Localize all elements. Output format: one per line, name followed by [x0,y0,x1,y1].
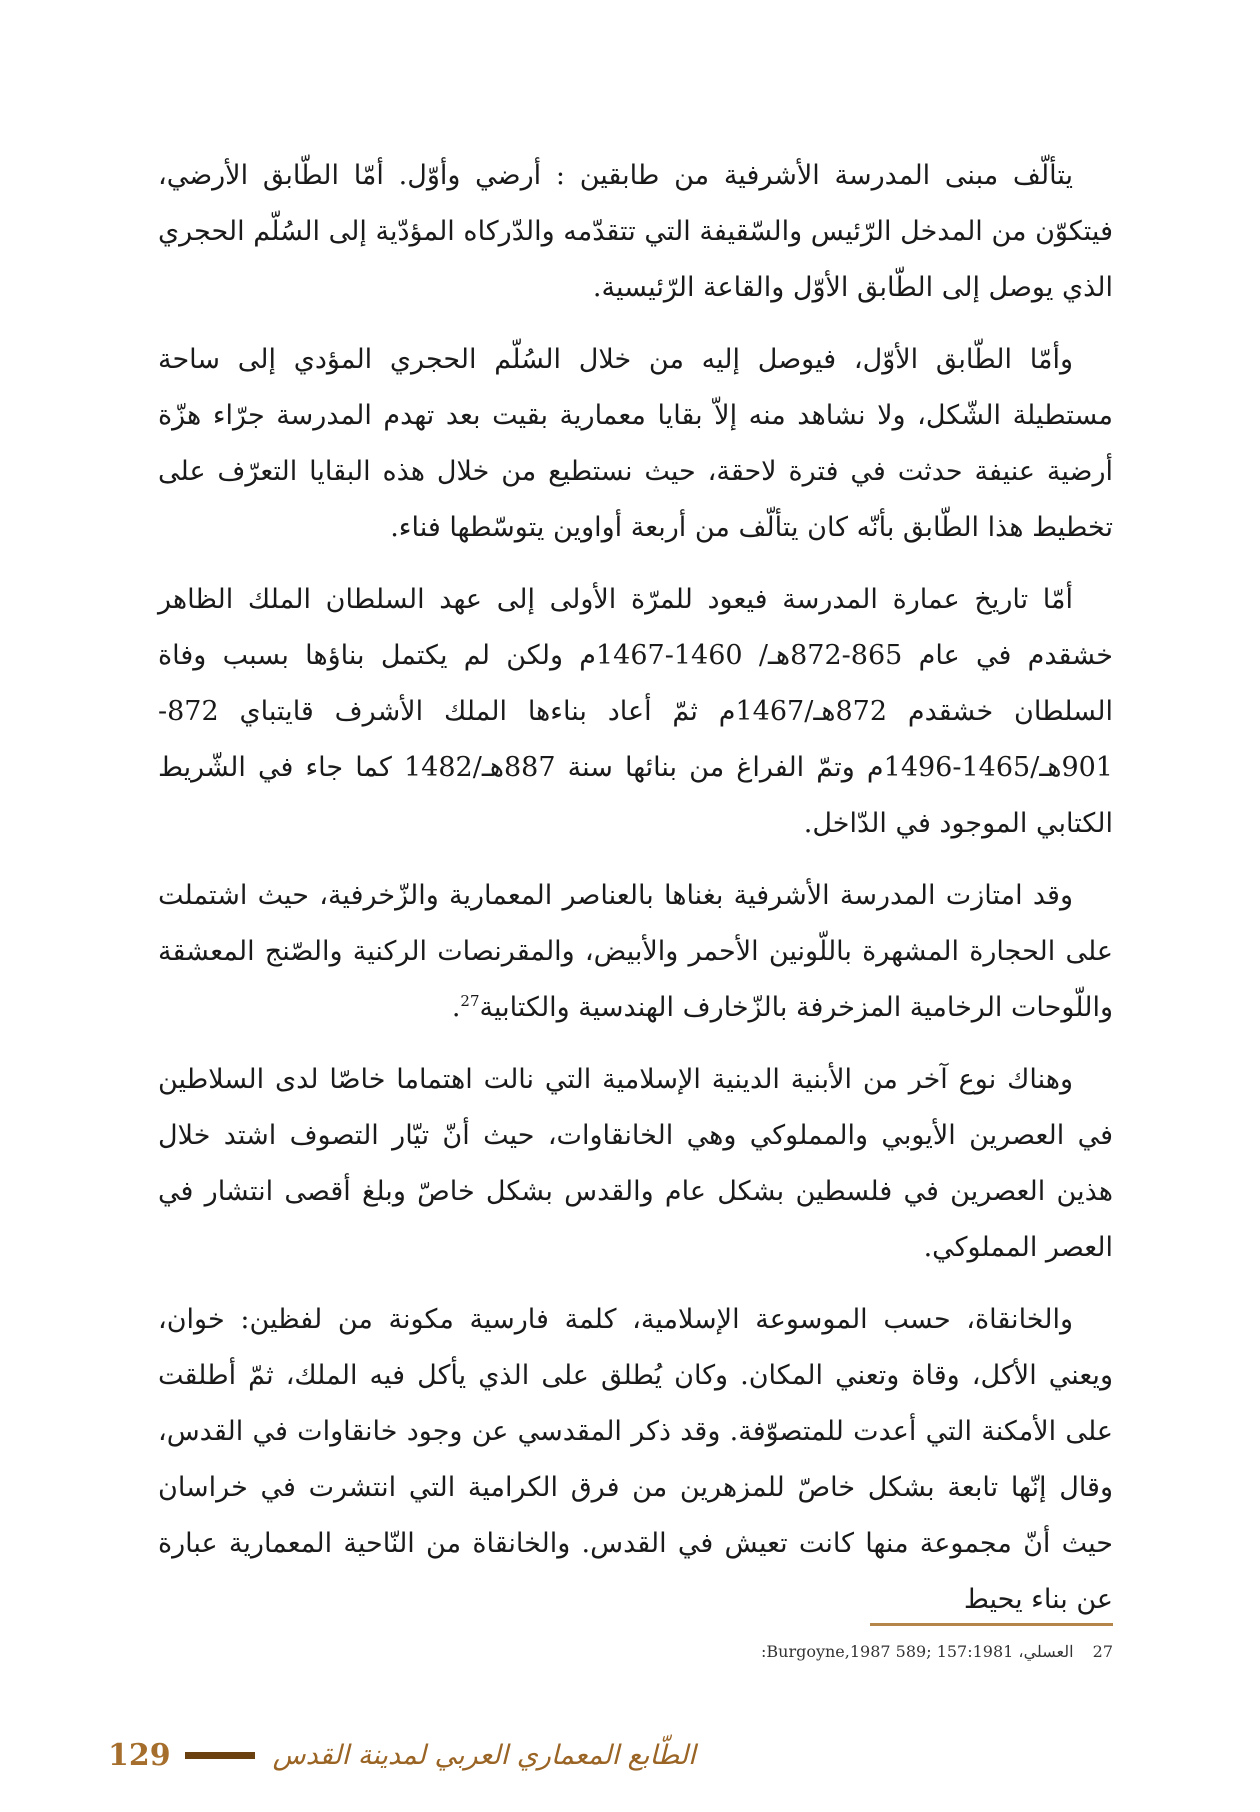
footer-divider [185,1752,255,1759]
paragraph [158,868,1113,1036]
paragraph-text: وقد امتازت المدرسة الأشرفية بغناها بالعناصر المعمارية والزّخرفية، حيث اشتملت على الحجارة المشهرة باللّونين الأحمر والأبيض، والمقرنصات الركنية والصّنج المعشقة واللّوحات الرخامية المزخرفة بالزّخارف الهندسية والكتابية [158,880,1113,1023]
footnote-reference[interactable]: 27 [460,992,480,1010]
paragraph: وهناك نوع آخر من الأبنية الدينية الإسلامية التي نالت اهتماما خاصّا لدى السلاطين في العصرين الأيوبي والمملوكي وهي الخانقاوات، حيث أنّ تيّار التصوف اشتد خلال هذين العصرين في فلسطين بشكل عام والقدس بشكل خاصّ وبلغ أقصى انتشار في العصر المملوكي. [158,1064,1113,1263]
footnote-divider [870,1623,1113,1626]
book-title: الطّابع المعماري العربي لمدينة القدس [272,1739,696,1771]
footnote [640,1640,1113,1664]
paragraph: والخانقاة، حسب الموسوعة الإسلامية، كلمة فارسية مكونة من لفظين: خوان، ويعني الأكل، وقاة وتعني المكان. وكان يُطلق على الذي يأكل فيه الملك، ثمّ أطلقت على الأمكنة التي أعدت للمتصوّفة. وقد ذكر المقدسي عن وجود خانقاوات في القدس، وقال إنّها تابعة بشكل خاصّ للمزهرين من فرق الكرامية التي انتشرت في خراسان حيث أنّ مجموعة منها كانت تعيش في القدس. والخانقاة من النّاحية المعمارية عبارة عن بناء يحيط [158,1304,1113,1615]
paragraph: وأمّا الطّابق الأوّل، فيوصل إليه من خلال السُلّم الحجري المؤدي إلى ساحة مستطيلة الشّكل، ولا نشاهد منه إلاّ بقايا معمارية بقيت بعد تهدم المدرسة جرّاء هزّة أرضية عنيفة حدثت في فترة لاحقة، حيث نستطيع من خلال هذه البقايا التعرّف على تخطيط هذا الطّابق بأنّه كان يتألّف من أربعة أواوين يتوسّطها فناء. [158,344,1113,543]
page-footer [108,1735,696,1775]
paragraph: يتألّف مبنى المدرسة الأشرفية من طابقين : أرضي وأوّل. أمّا الطّابق الأرضي، فيتكوّن من المدخل الرّئيس والسّقيفة التي تتقدّمه والدّركاه المؤدّية إلى السُلّم الحجري الذي يوصل إلى الطّابق الأوّل والقاعة الرّئيسية. [158,160,1113,303]
footnote-number: 27 [1092,1642,1113,1661]
footnote-text: العسلي، 157:1981 ;Burgoyne,1987 589: [760,1642,1074,1661]
main-text [158,148,1113,1644]
page-number: 129 [108,1737,171,1773]
paragraph-end: . [451,992,461,1023]
paragraph: أمّا تاريخ عمارة المدرسة فيعود للمرّة الأولى إلى عهد السلطان الملك الظاهر خشقدم في عام 865-872هـ/ 1460-1467م ولكن لم يكتمل بناؤها بسبب وفاة السلطان خشقدم 872هـ/1467م ثمّ أعاد بناءها الملك الأشرف قايتباي 872-901هـ/1465-1496م وتمّ الفراغ من بنائها سنة 887هـ/1482 كما جاء في الشّريط الكتابي الموجود في الدّاخل. [158,584,1113,839]
